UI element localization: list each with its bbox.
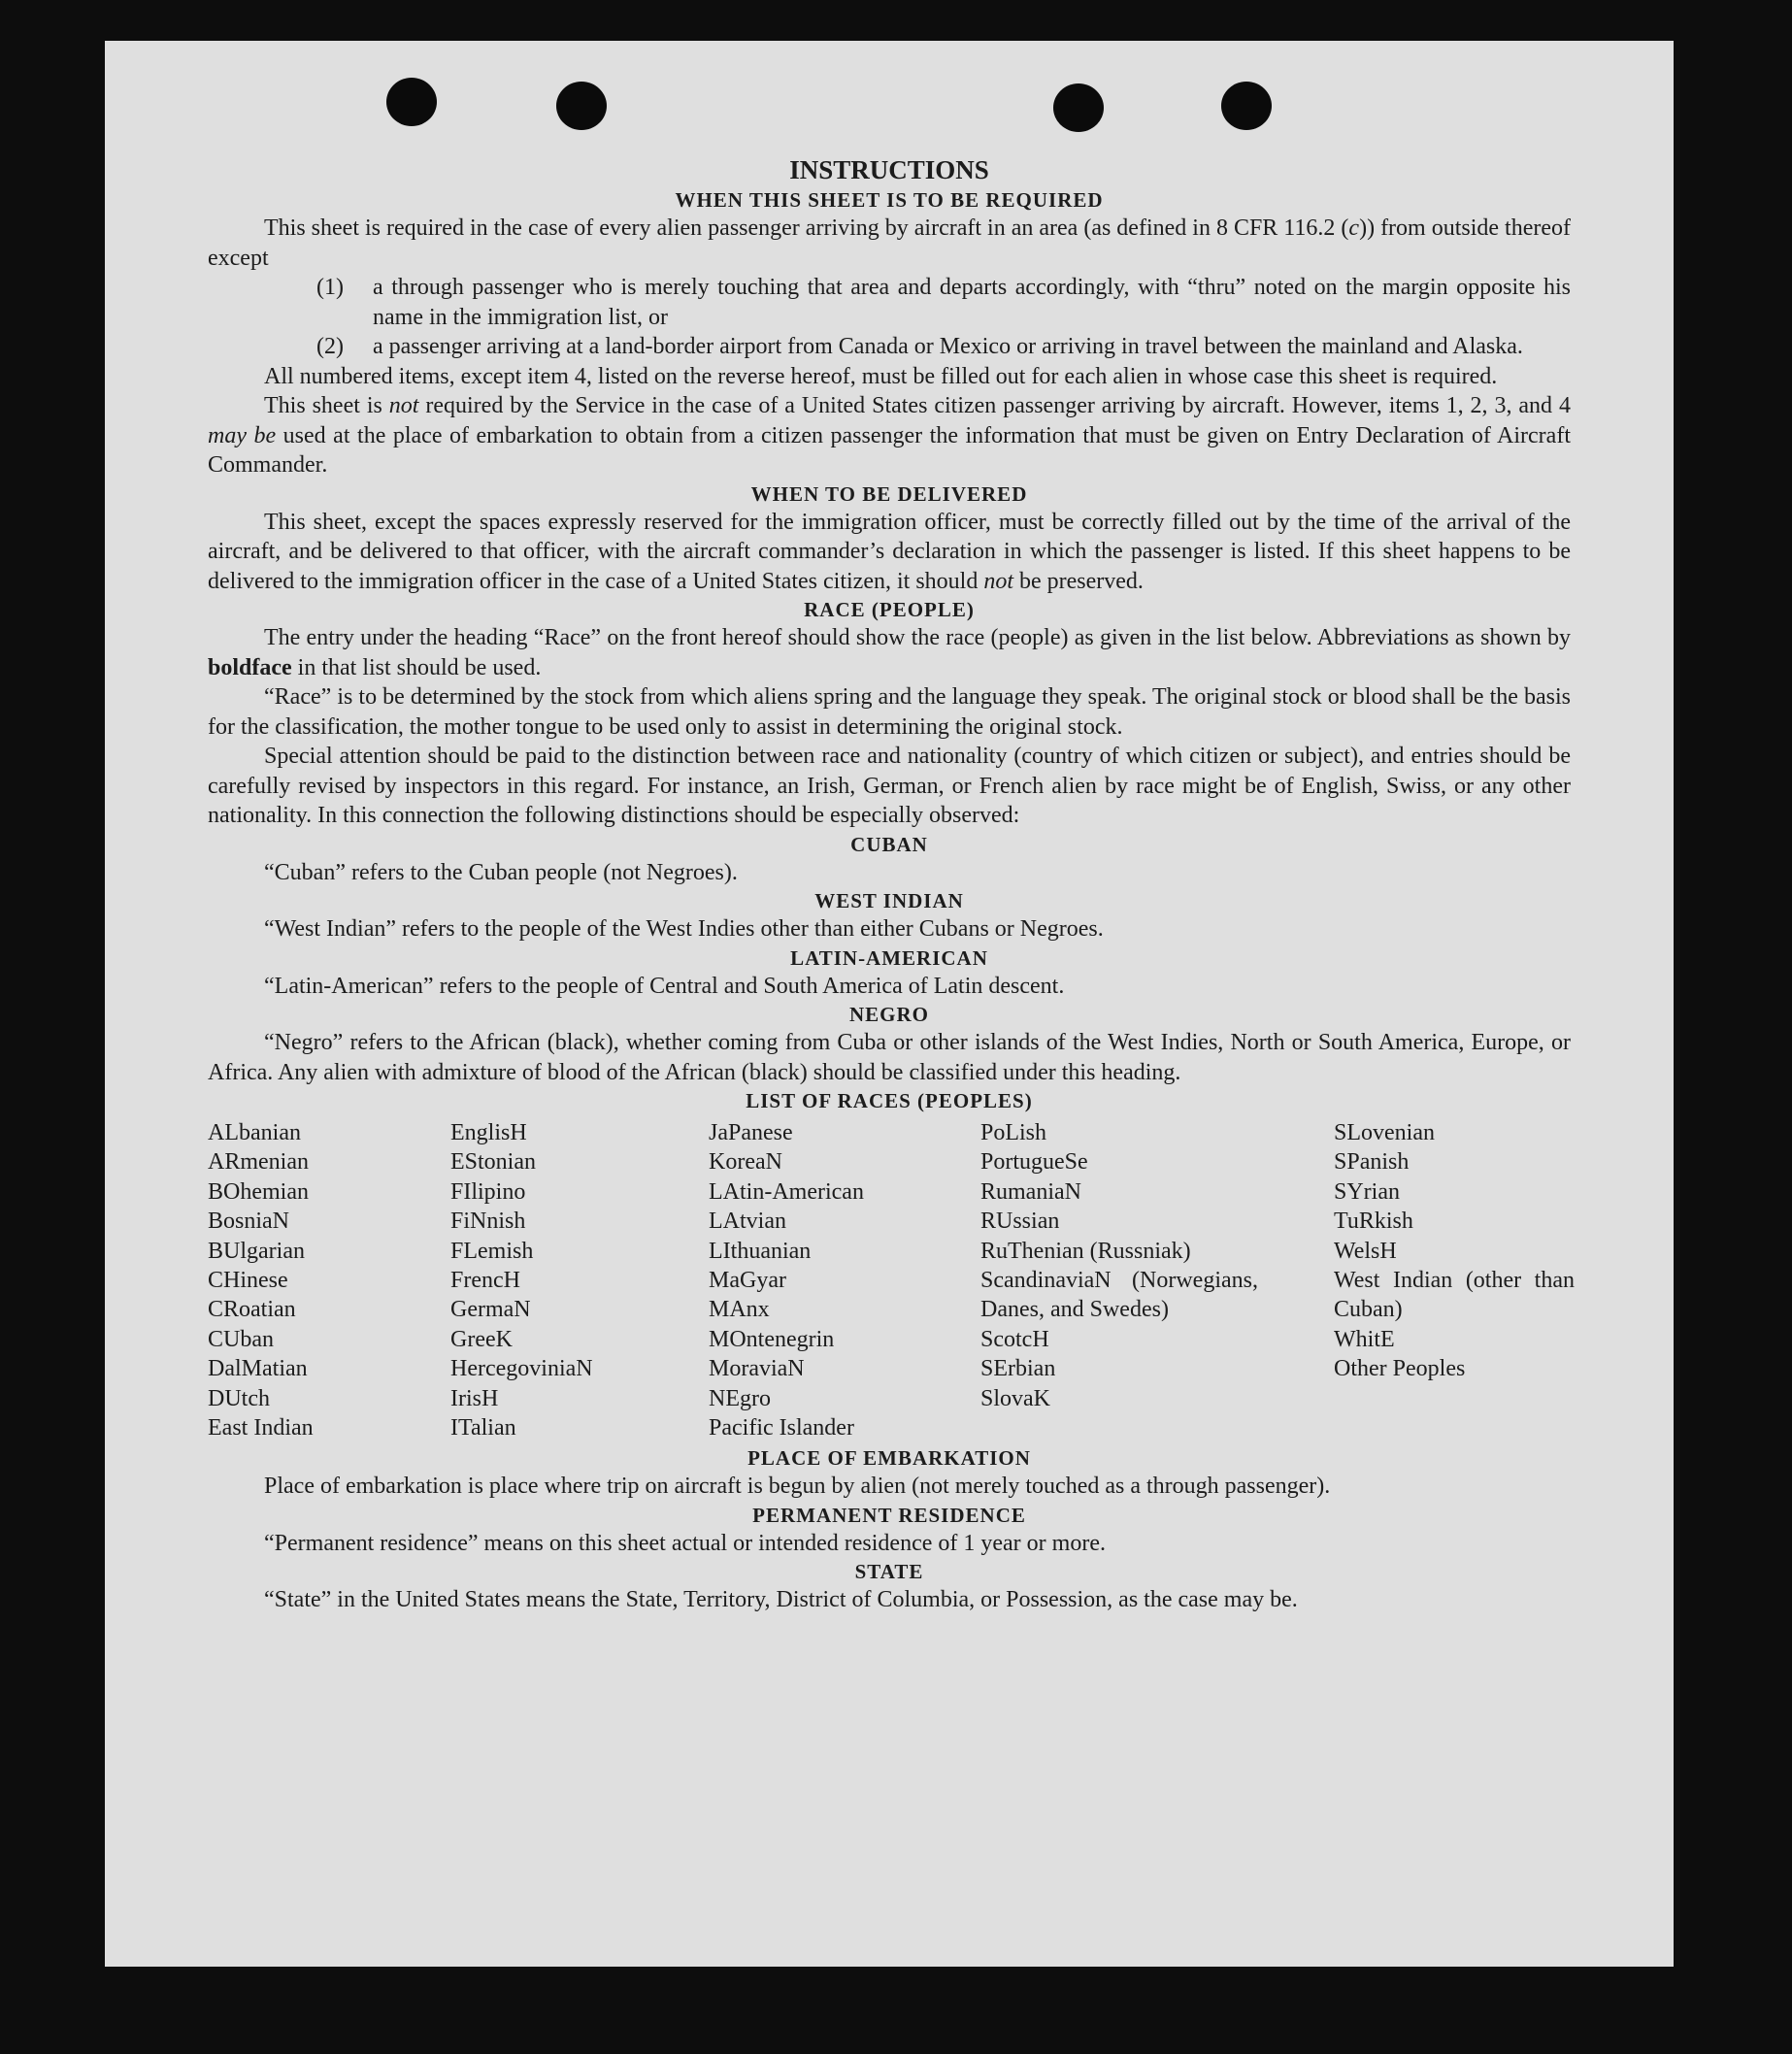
punch-hole	[1221, 82, 1272, 130]
race-entry: EStonian	[450, 1149, 536, 1176]
race-entry: GermaN	[450, 1297, 531, 1323]
race-entry: ITalian	[450, 1415, 516, 1441]
race-entry: RUssian	[980, 1209, 1060, 1235]
race-entry: BOhemian	[208, 1178, 309, 1205]
race-entry: CHinese	[208, 1268, 288, 1294]
race-list	[208, 1118, 1575, 1444]
paragraph: This sheet is not required by the Service in the case of a United States citizen passenger arriving by aircraft. However, items 1, 2, 3, and 4 may be used at the place of embarkation to obtain from a citizen passenger the information that must be given on Entry Declaration of Aircraft Commander.	[208, 393, 1571, 478]
race-entry: LAtvian	[709, 1209, 786, 1235]
race-entry: DalMatian	[208, 1356, 308, 1382]
punch-hole	[556, 82, 607, 130]
race-entry: MoraviaN	[709, 1356, 805, 1382]
race-column	[1334, 1118, 1575, 1384]
paragraph: “West Indian” refers to the people of the West Indies other than either Cubans or Negroes.	[264, 916, 1104, 942]
race-entry: FLemish	[450, 1238, 534, 1264]
race-entry: WhitE	[1334, 1326, 1395, 1352]
race-entry: JaPanese	[709, 1120, 793, 1145]
race-entry: LAtin-American	[709, 1178, 864, 1205]
race-entry: Pacific Islander	[709, 1415, 854, 1441]
paragraph: This sheet is required in the case of every alien passenger arriving by aircraft in an area (as defined in 8 CFR 116.2 (c)) from outside thereof except	[208, 215, 1572, 271]
section-heading: STATE	[854, 1560, 924, 1583]
race-entry: MAnx	[709, 1297, 770, 1323]
race-entry: HercegoviniaN	[450, 1356, 593, 1382]
section-heading: PERMANENT RESIDENCE	[752, 1503, 1026, 1527]
numbered-item: (2) a passenger arriving at a land-border airport from Canada or Mexico or arriving in travel between the mainland and Alaska.	[316, 334, 1523, 359]
section-heading: NEGRO	[848, 1003, 929, 1026]
race-entry: SErbian	[980, 1356, 1056, 1382]
race-entry: RumaniaN	[980, 1178, 1081, 1205]
paragraph: Special attention should be paid to the distinction between race and nationality (country of which citizen or subject), and entries should be carefully revised by inspectors in this regard. For instance, an Irish, German, or French alien by race might be of English, Swiss, or any other nationality. In this connection the following distinctions should be especially observed:	[208, 744, 1571, 828]
race-entry: WelsH	[1334, 1238, 1397, 1264]
paragraph: “State” in the United States means the State, Territory, District of Columbia, or Possession, as the case may be.	[264, 1587, 1298, 1612]
race-entry: BosniaN	[208, 1209, 289, 1235]
paragraph: This sheet, except the spaces expressly reserved for the immigration officer, must be correctly filled out by the time of the arrival of the aircraft, and be delivered to that officer, with the aircraft commander’s declaration in which the passenger is listed. If this sheet happens to be delivered to the immigration officer in the case of a United States citizen, it should not be preserved.	[208, 509, 1571, 594]
race-column	[450, 1118, 683, 1442]
section-heading: WHEN THIS SHEET IS TO BE REQUIRED	[675, 188, 1104, 212]
race-entry: PoLish	[980, 1120, 1047, 1145]
race-column	[980, 1118, 1258, 1413]
race-entry: SlovaK	[980, 1385, 1050, 1411]
race-entry: ScotcH	[980, 1326, 1049, 1352]
paragraph: The entry under the heading “Race” on the front hereof should show the race (people) as given in the list below. Abbreviations as shown by boldface in that list should be used.	[208, 625, 1571, 680]
race-entry: MOntenegrin	[709, 1326, 835, 1352]
paragraph: “Latin-American” refers to the people of Central and South America of Latin descent.	[264, 973, 1065, 999]
race-entry: SLovenian	[1334, 1120, 1435, 1145]
race-entry: PortugueSe	[980, 1149, 1088, 1176]
paragraph: “Cuban” refers to the Cuban people (not Negroes).	[264, 859, 738, 885]
page-title: INSTRUCTIONS	[789, 155, 989, 184]
numbered-item: (1) a through passenger who is merely touching that area and departs accordingly, with “thru” noted on the margin opposite his name in the immigration list, or	[316, 275, 1571, 330]
race-entry: EnglisH	[450, 1120, 527, 1145]
race-column	[709, 1118, 961, 1442]
race-entry: LIthuanian	[709, 1238, 812, 1264]
section-heading: RACE (PEOPLE)	[804, 598, 975, 621]
race-entry: NEgro	[709, 1385, 771, 1411]
race-entry: IrisH	[450, 1385, 499, 1411]
section-heading: WEST INDIAN	[814, 889, 964, 912]
paragraph: “Permanent residence” means on this sheet actual or intended residence of 1 year or more.	[264, 1530, 1106, 1556]
punch-hole	[386, 78, 437, 126]
race-entry: BUlgarian	[208, 1238, 305, 1264]
race-entry: ScandinaviaN (Norwegians, Danes, and Swedes)	[980, 1268, 1258, 1323]
section-heading: WHEN TO BE DELIVERED	[750, 481, 1028, 506]
paragraph: “Negro” refers to the African (black), whether coming from Cuba or other islands of the West Indies, North or South America, Europe, or Africa. Any alien with admixture of blood of the African (black) should be classified under this heading.	[208, 1030, 1571, 1085]
section-heading: LATIN-AMERICAN	[790, 945, 988, 970]
race-entry: RuThenian (Russniak)	[980, 1238, 1191, 1264]
paragraph: All numbered items, except item 4, listed on the reverse hereof, must be filled out for each alien in whose case this sheet is required.	[264, 363, 1498, 389]
section-heading: PLACE OF EMBARKATION	[747, 1446, 1031, 1470]
race-entry: CRoatian	[208, 1297, 296, 1323]
race-entry: MaGyar	[709, 1268, 786, 1294]
race-column	[208, 1118, 431, 1442]
race-entry: SYrian	[1334, 1178, 1400, 1205]
document-sheet	[105, 41, 1674, 1967]
race-entry: ALbanian	[208, 1120, 301, 1145]
race-entry: SPanish	[1334, 1149, 1410, 1176]
race-entry: DUtch	[208, 1385, 270, 1411]
section-heading: LIST OF RACES (PEOPLES)	[746, 1089, 1033, 1112]
punch-hole	[1053, 83, 1104, 132]
race-entry: KoreaN	[709, 1149, 782, 1176]
paragraph: “Race” is to be determined by the stock from which aliens spring and the language they speak. The original stock or blood shall be the basis for the classification, the mother tongue to be used only to assist in determining the original stock.	[208, 684, 1571, 740]
race-entry: TuRkish	[1334, 1209, 1413, 1235]
section-heading: CUBAN	[850, 832, 928, 856]
race-entry: FiNnish	[450, 1209, 526, 1235]
paragraph: Place of embarkation is place where trip on aircraft is begun by alien (not merely touched as a through passenger).	[264, 1474, 1331, 1499]
race-entry: GreeK	[450, 1326, 513, 1352]
race-entry: CUban	[208, 1326, 274, 1352]
race-entry: ARmenian	[208, 1149, 309, 1176]
race-entry: FIlipino	[450, 1178, 526, 1205]
race-entry: East Indian	[208, 1415, 314, 1441]
race-entry: FrencH	[450, 1268, 520, 1294]
race-entry: West Indian (other than Cuban)	[1334, 1268, 1575, 1323]
race-entry: Other Peoples	[1334, 1356, 1466, 1382]
